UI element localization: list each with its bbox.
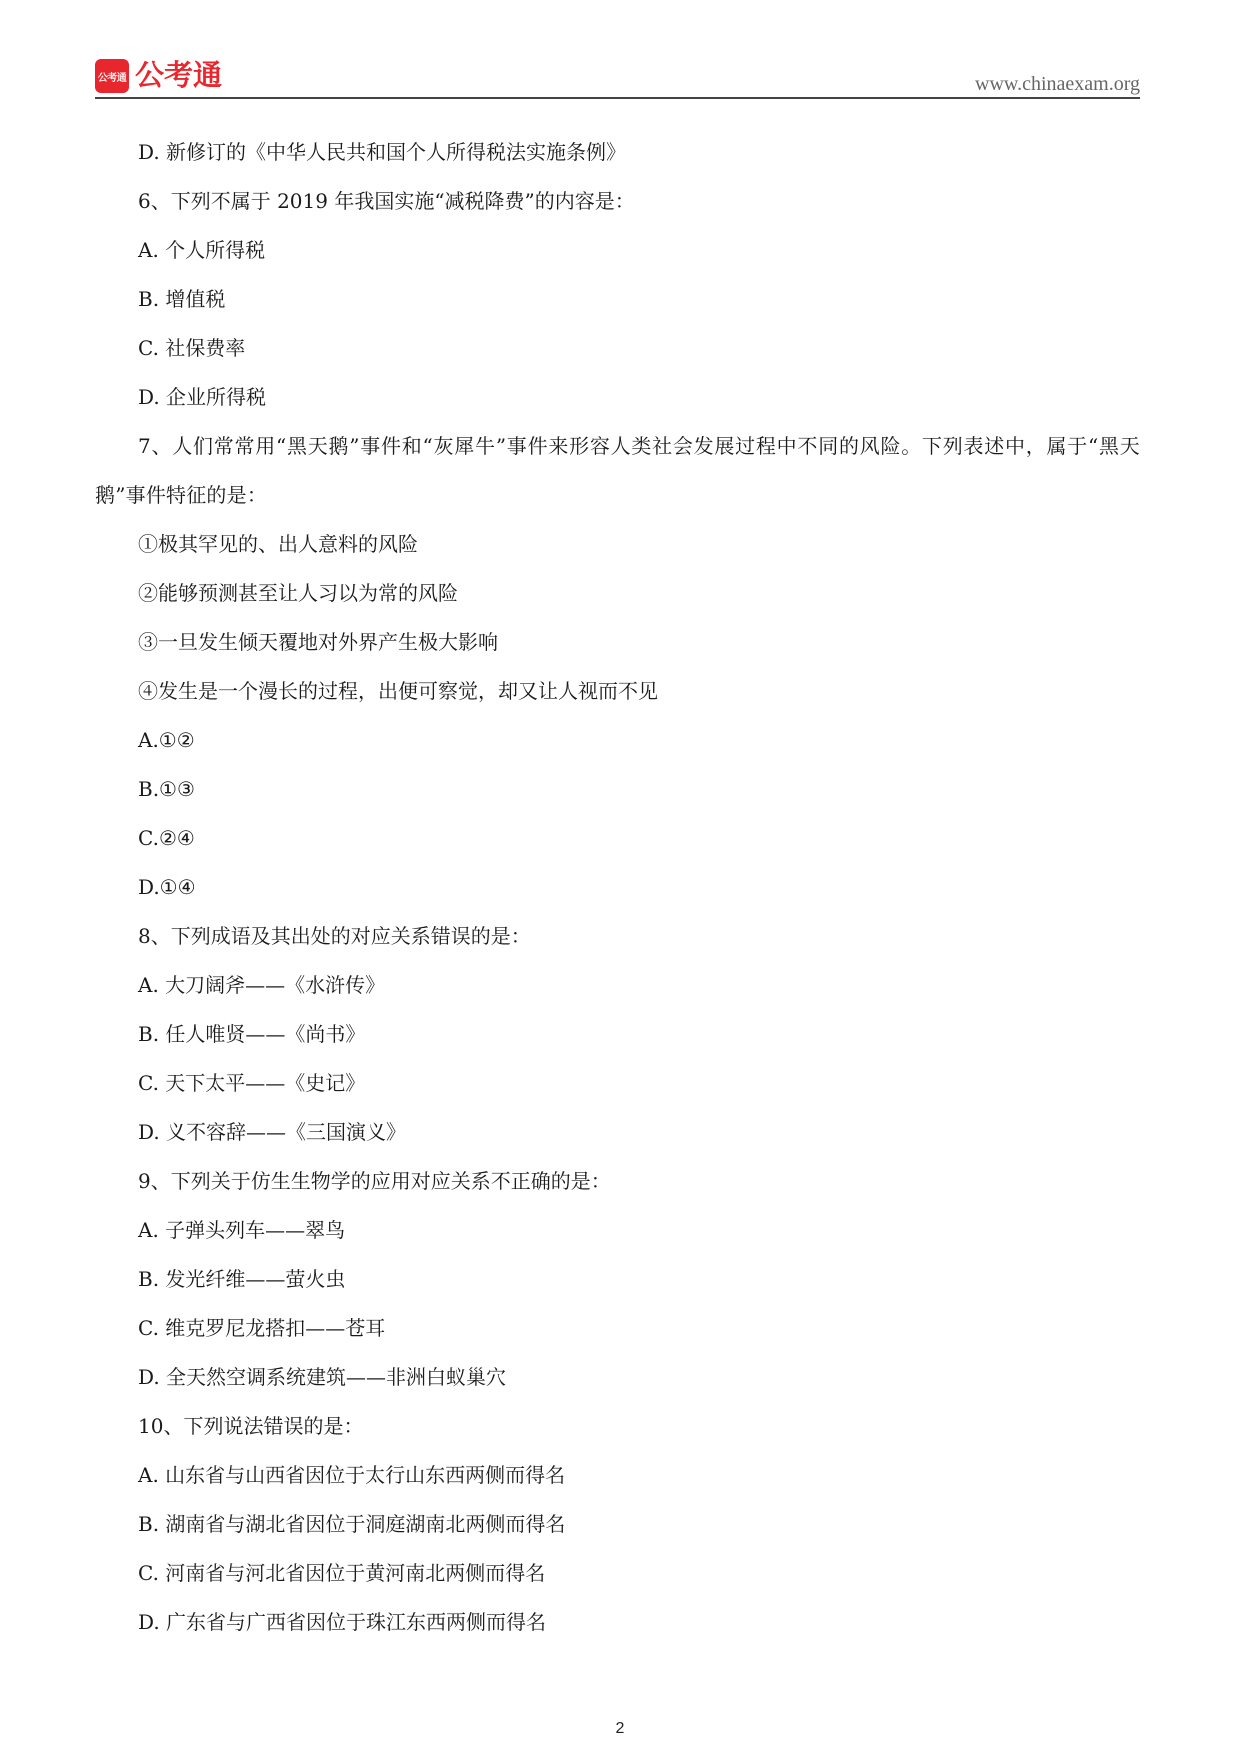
text-line: C. 社保费率 [138, 336, 246, 360]
question-paragraph: 7、人们常常用“黑天鹅”事件和“灰犀牛”事件来形容人类社会发展过程中不同的风险。下列表述中，属于“黑天鹅”事件特征的是： [95, 434, 1140, 507]
text-line: B.①③ [138, 777, 195, 801]
text-line: A. 大刀阔斧——《水浒传》 [138, 973, 386, 997]
text-line: D. 义不容辞——《三国演义》 [138, 1120, 407, 1144]
text-line: D. 广东省与广西省因位于珠江东西两侧而得名 [138, 1610, 547, 1634]
text-line: B. 任人唯贤——《尚书》 [138, 1022, 366, 1046]
text-line: A. 子弹头列车——翠鸟 [138, 1218, 346, 1242]
text-line: A. 山东省与山西省因位于太行山东西两侧而得名 [138, 1463, 566, 1487]
logo-badge-icon: 公考通 [95, 59, 129, 93]
text-line: B. 湖南省与湖北省因位于洞庭湖南北两侧而得名 [138, 1512, 566, 1536]
text-line: D.①④ [138, 875, 196, 899]
text-line: C. 河南省与河北省因位于黄河南北两侧而得名 [138, 1561, 546, 1585]
site-url: www.chinaexam.org [975, 73, 1140, 95]
text-line: ①极其罕见的、出人意料的风险 [138, 532, 418, 556]
text-line: 9、下列关于仿生生物学的应用对应关系不正确的是： [138, 1169, 611, 1193]
text-line: C. 天下太平——《史记》 [138, 1071, 366, 1095]
text-line: 10、下列说法错误的是： [138, 1414, 364, 1438]
text-line: ③一旦发生倾天覆地对外界产生极大影响 [138, 630, 498, 654]
text-line: A. 个人所得税 [138, 238, 266, 262]
text-line: D. 全天然空调系统建筑——非洲白蚁巢穴 [138, 1365, 507, 1389]
document-body [95, 128, 1140, 1647]
page-number: 2 [615, 1720, 625, 1737]
text-line: D. 新修订的《中华人民共和国个人所得税法实施条例》 [138, 140, 627, 164]
text-line: D. 企业所得税 [138, 385, 267, 409]
text-line: C. 维克罗尼龙搭扣——苍耳 [138, 1316, 386, 1340]
header-divider [95, 97, 1140, 99]
text-line: 8、下列成语及其出处的对应关系错误的是： [138, 924, 531, 948]
text-line: A.①② [138, 728, 195, 752]
logo-text: 公考通 [135, 58, 223, 92]
text-line: B. 增值税 [138, 287, 226, 311]
text-line: ②能够预测甚至让人习以为常的风险 [138, 581, 458, 605]
text-line: 6、下列不属于 2019 年我国实施“减税降费”的内容是： [138, 189, 635, 213]
page-header [95, 55, 1140, 99]
text-line: C.②④ [138, 826, 195, 850]
text-line: ④发生是一个漫长的过程，出便可察觉，却又让人视而不见 [138, 679, 658, 703]
text-line: B. 发光纤维——萤火虫 [138, 1267, 346, 1291]
